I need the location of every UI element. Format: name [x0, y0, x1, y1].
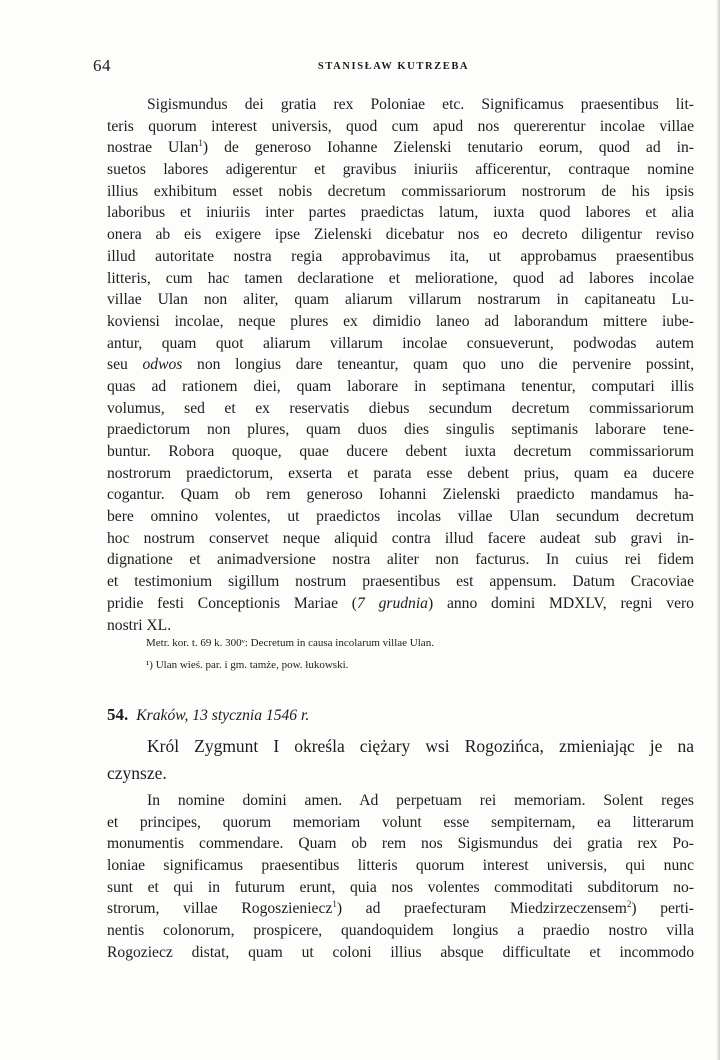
text-line: nentis colonorum, prospicere, quandoquidem longius a praedio nostro villa [107, 922, 694, 940]
text-line: bere omnino volentes, ut praedictos incolas villae Ulan secundum decretum [107, 508, 694, 526]
place-date: Kraków, 13 stycznia 1546 r. [136, 707, 310, 724]
text-line: nostrorum praedictorum, exserta et parata esse debent prius, quam ea ducere [107, 464, 694, 482]
text-line: koviensi incolae, neque plures ex dimidio laneo ad laborandum mittere iube- [107, 312, 694, 330]
text-line: seu odwos non longius dare teneantur, quam quo uno die pervenire possint, [107, 356, 694, 374]
page-edge-shadow [716, 0, 720, 1060]
summary-line: czynsze. [107, 763, 167, 783]
page-number: 64 [93, 56, 111, 75]
source-notes [146, 632, 694, 676]
text-line: nostri XL. [107, 616, 172, 634]
text-line: pridie festi Conceptionis Mariae (7 grudnia) anno domini MDXLV, regni vero [107, 594, 694, 612]
text-line: loniae significamus praesentibus litteris quorum interest universis, qui nunc [107, 857, 694, 875]
running-head [93, 56, 694, 80]
author-running-title: STANISŁAW KUTRZEBA [317, 61, 470, 72]
text-line: illius exhibitum esset nobis decretum commissariorum nostrorum de his ipsis [107, 182, 694, 200]
text-line: cogantur. Quam ob rem generoso Iohanni Zielenski praedicto mandamus ha- [107, 486, 694, 504]
summary-line: Król Zygmunt I określa ciężary wsi Rogozińca, zmieniając je na [147, 736, 694, 756]
text-line: villae Ulan non aliter, quam aliarum villarum nostrarum in capitaneatu Lu- [107, 291, 694, 309]
text-line: Sigismundus dei gratia rex Poloniae etc. Significamus praesentibus lit- [147, 96, 694, 113]
text-line: volumus, sed et ex reservatis diebus secundum decretum commissariorum [107, 399, 694, 417]
text-line: praedictorum non plures, quam duos dies singulis septimanis laborare tene- [107, 421, 694, 439]
text-line: laboribus et iniuriis inter partes praedictas latum, iuxta quod labores et alia [107, 204, 694, 222]
text-line: monumentis commendare. Quam ob rem nos Sigismundus dei gratia rex Po- [107, 835, 694, 853]
document-heading [107, 705, 694, 725]
text-line: suetos labores adigerentur et gravibus iniuriis afficerentur, contraque nomine [107, 161, 694, 179]
text-line: hoc nostrum conservet neque aliquid contra illud facere audeat sub gravi in- [107, 529, 694, 547]
footnote-1: ¹) Ulan wieś. par. i gm. tamże, pow. łukowski. [146, 659, 349, 671]
text-line: onera ab eis exigere ipse Zielenski dicebatur nos eo decreto diligentur reviso [107, 226, 694, 244]
footnote-marker: 1 [332, 899, 337, 910]
text-line: Rogoziecz distat, quam ut coloni illius absque difficultate et incommodo [107, 943, 694, 961]
text-line: et principes, quorum memoriam volunt esse sempiternam, ea litterarum [107, 813, 694, 831]
document-text-rogoziniec [107, 790, 694, 964]
footnote-marker: 1 [198, 138, 203, 149]
text-line: In nomine domini amen. Ad perpetuam rei memoriam. Solent reges [147, 792, 694, 809]
text-line: sunt et qui in futurum erunt, quia nos volentes commoditati subditorum no- [107, 878, 694, 896]
footnote-marker: 2 [626, 899, 632, 910]
text-line: strorum, villae Rogoszieniecz$^1$) ad praefecturam Miedzirzeczensem$^2$) perti- [107, 899, 694, 918]
document-text-ulan [107, 94, 694, 636]
text-line: antur, quam quot aliarum villarum incolae consueverunt, podwodas autem [107, 334, 694, 352]
text-line: quas ad rationem diei, quam laborare in septimana tenentur, computari illis [107, 377, 694, 395]
document-number: 54. [107, 705, 129, 724]
text-line: illud autoritate nostra regia approbavimus ita, ut approbamus praesentibus [107, 247, 694, 265]
text-line: dignatione et animadversione nostra aliter non facturus. In cuius rei fidem [107, 551, 694, 569]
italic-term: odwos [142, 356, 183, 374]
text-line: et testimonium sigillum nostrum praesentibus est appensum. Datum Cracoviae [107, 573, 694, 591]
source-reference: Metr. kor. t. 69 k. 300ᵛ: Decretum in causa incolarum villae Ulan. [146, 637, 434, 649]
text-line: nostrae Ulan$^1$) de generoso Iohanne Zielenski tenutario eorum, quod ad in- [107, 138, 694, 157]
text-line: teris quorum interest universis, quod cum apud nos quererentur incolae villae [107, 117, 694, 135]
italic-date: 7 grudnia [357, 594, 428, 612]
text-line: buntur. Robora quoque, quae ducere debent iuxta decretum commissariorum [107, 443, 694, 460]
document-summary [107, 733, 694, 787]
text-line: litteris, cum hac tamen declaratione et melioratione, quod ad labores incolae [107, 269, 694, 287]
